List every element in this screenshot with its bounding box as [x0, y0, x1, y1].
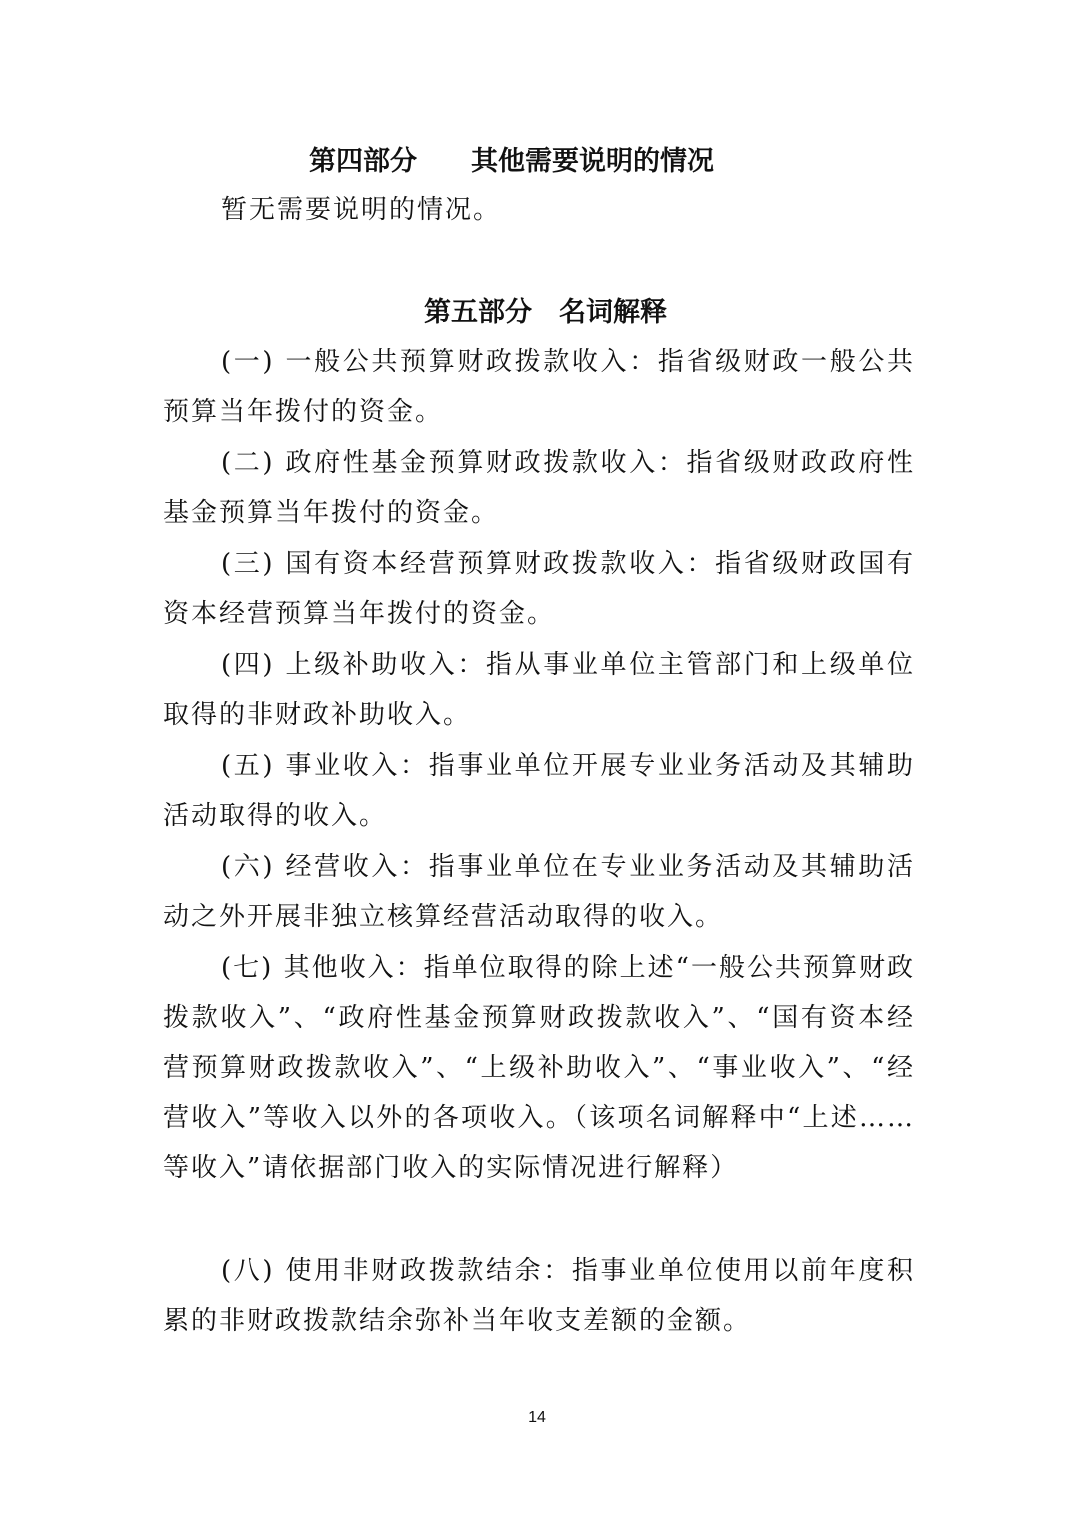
definition-item-8: (八) 使用非财政拨款结余：指事业单位使用以前年度积累的非财政拨款结余弥补当年收支差额的金额。 — [163, 1256, 915, 1336]
definition-item-2: (二) 政府性基金预算财政拨款收入：指省级财政政府性基金预算当年拨付的资金。 — [163, 448, 915, 528]
definition-item-1: (一) 一般公共预算财政拨款收入：指省级财政一般公共预算当年拨付的资金。 — [163, 347, 915, 427]
definition-item-3: (三) 国有资本经营预算财政拨款收入：指省级财政国有资本经营预算当年拨付的资金。 — [163, 549, 915, 629]
definition-item-7: (七) 其他收入：指单位取得的除上述“一般公共预算财政拨款收入”、“政府性基金预算财政拨款收入”、“国有资本经营预算财政拨款收入”、“上级补助收入”、“事业收入”、“经营收入”等收入以外的各项收入。（该项名词解释中“上述……等收入”请依据部门收入的实际情况进行解释） — [163, 953, 915, 1183]
definition-item-4: (四) 上级补助收入：指从事业单位主管部门和上级单位取得的非财政补助收入。 — [163, 650, 915, 730]
section5-title: 第五部分 名词解释 — [424, 297, 667, 328]
section4-body: 暂无需要说明的情况。 — [221, 195, 502, 225]
definition-item-5: (五) 事业收入：指事业单位开展专业业务活动及其辅助活动取得的收入。 — [163, 751, 915, 831]
section4-title: 第四部分 其他需要说明的情况 — [309, 146, 714, 177]
page-number: 14 — [528, 1409, 546, 1426]
definition-item-6: (六) 经营收入：指事业单位在专业业务活动及其辅助活动之外开展非独立核算经营活动取得的收入。 — [163, 852, 915, 932]
